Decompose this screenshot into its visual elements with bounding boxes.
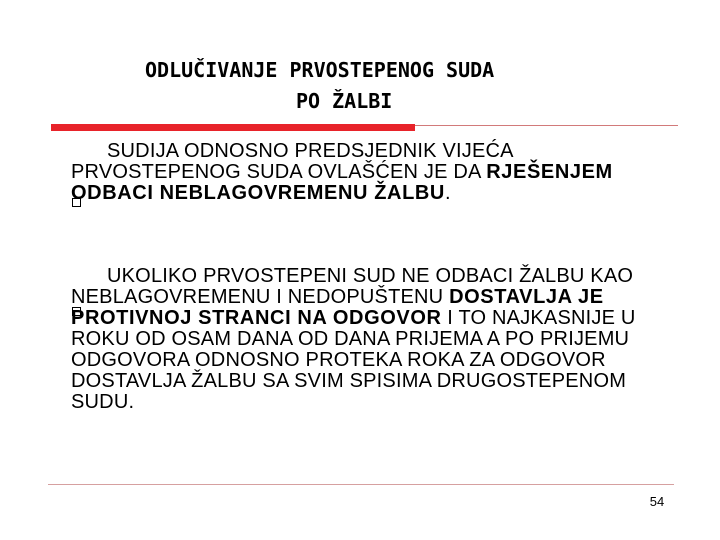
footer-rule [48, 484, 674, 485]
paragraph-2-tail: I TO NAJKASNIJE U ROKU OD OSAM DANA OD DANA PRIJEMA A PO PRIJEMU ODGOVORA ODNOSNO PROTEKA ROKA ZA ODGOVOR DOSTAVLJA ŽALBU SA SVIM SPISIMA DRUGOSTEPENOM SUDU. [71, 307, 636, 413]
title-underline-red-bar [51, 124, 415, 131]
paragraph-1-tail: . [444, 182, 451, 204]
paragraph-2 [71, 266, 671, 413]
title-underline-thin-rule [415, 125, 678, 126]
paragraph-1-text: SUDIJA ODNOSNO PREDSJEDNIK VIJEĆA PRVOSTEPENOG SUDA OVLAŠĆEN JE DA [71, 140, 513, 183]
title-line-1: ODLUČIVANJE PRVOSTEPENOG SUDA [145, 58, 495, 82]
paragraph-1 [71, 141, 671, 204]
title-line-2: PO ŽALBI [296, 89, 393, 113]
paragraph-1-bold-text: RJEŠENJEM ODBACI NEBLAGOVREMENU ŽALBU [71, 161, 613, 204]
paragraph-2-bold-text: DOSTAVLJA JE PROTIVNOJ STRANCI NA ODGOVOR [71, 286, 604, 329]
paragraph-2-text: UKOLIKO PRVOSTEPENI SUD NE ODBACI ŽALBU KAO NEBLAGOVREMENU I NEDOPUŠTENU [71, 265, 634, 308]
page-number: 54 [649, 494, 665, 509]
